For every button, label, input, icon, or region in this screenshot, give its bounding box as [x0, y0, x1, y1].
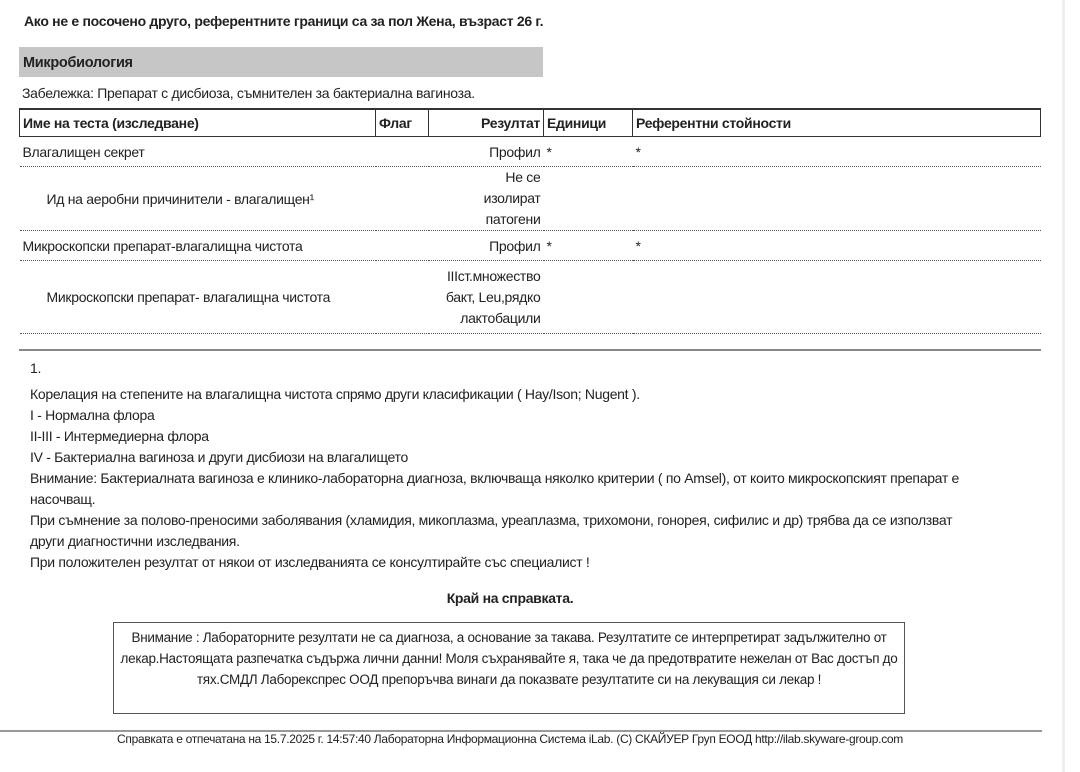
result: Профил	[429, 231, 544, 261]
test-name: Ид на аеробни причинители - влагалищен¹	[20, 167, 376, 231]
footnote-number: 1.	[30, 360, 42, 376]
footer: Справката е отпечатана на 15.7.2025 г. 14:57:40 Лабораторна Информационна Система iLab. (C) СКАЙУЕР Груп ЕООД http://ilab.skyware-group.com	[117, 732, 903, 746]
footnote-line: Внимание: Бактериалната вагиноза е клинико-лабораторна диагноза, включваща няколко критерии ( по Amsel), от които микроскопският препарат е	[30, 470, 960, 486]
reference-note-header: Ако не е посочено друго, референтните граници са за пол Жена, възраст 26 г.	[24, 13, 544, 29]
footnote-line: При положителен резултат от някои от изследванията се консултирайте със специалист !	[30, 554, 590, 570]
units	[544, 167, 633, 231]
footnote-line: При съмнение за полово-преносими заболявания (хламидия, микоплазма, уреаплазма, трихомони, гонорея, сифилис и др) трябва да се използват	[30, 512, 953, 528]
disclaimer-box: Внимание : Лабораторните резултати не са диагноза, а основание за такава. Резултатите се интерпретират задължително от лекар.Настоящата разпечатка съдържа лични данни! Моля съхранявайте я, така че да предотвратите нежелан от Вас достъп до тях.СМДЛ Лаборекспрес ООД препоръчва винаги да показвате резултатите си на лекуващия си лекар !	[113, 622, 905, 714]
units	[544, 261, 633, 334]
units: *	[544, 137, 633, 167]
flag	[376, 137, 429, 167]
divider	[19, 349, 1041, 351]
col-flag: Флаг	[376, 109, 429, 137]
footnote-line: I - Нормална флора	[30, 407, 155, 423]
footnote-line: насочващ.	[30, 491, 96, 507]
footnote-line: други диагностични изследвания.	[30, 533, 240, 549]
table-row	[20, 231, 1041, 261]
test-name: Микроскопски препарат-влагалищна чистота	[20, 231, 376, 261]
footnote-line: IV - Бактериална вагиноза и други дисбиози на влагалището	[30, 449, 408, 465]
table-row	[20, 261, 1041, 334]
result: IIIст.множество бакт, Leu,рядко лактобацили	[429, 261, 544, 334]
section-note: Забележка: Препарат с дисбиоза, съмнителен за бактериална вагиноза.	[22, 85, 475, 101]
table-row	[20, 167, 1041, 231]
footnote-line: Корелация на степените на влагалищна чистота спрямо други класификации ( Hay/Ison; Nugent ).	[30, 386, 640, 402]
ref	[633, 167, 1041, 231]
end-of-report: Край на справката.	[446, 590, 574, 606]
col-units: Единици	[544, 109, 633, 137]
flag	[376, 261, 429, 334]
results-table	[19, 108, 1041, 334]
col-ref: Референтни стойности	[633, 109, 1041, 137]
footnote-line: II-III - Интермедиерна флора	[30, 428, 209, 444]
col-name: Име на теста (изследване)	[20, 109, 376, 137]
test-name: Влагалищен секрет	[20, 137, 376, 167]
flag	[376, 167, 429, 231]
table-row	[20, 137, 1041, 167]
result: Профил	[429, 137, 544, 167]
section-title: Микробиология	[23, 55, 133, 71]
section-header	[19, 47, 543, 77]
flag	[376, 231, 429, 261]
ref: *	[633, 137, 1041, 167]
ref	[633, 261, 1041, 334]
ref: *	[633, 231, 1041, 261]
table-header-row	[20, 109, 1041, 137]
footnotes	[30, 358, 1070, 573]
test-name: Микроскопски препарат- влагалищна чистота	[20, 261, 376, 334]
col-result: Резултат	[429, 109, 544, 137]
units: *	[544, 231, 633, 261]
result: Не се изолират патогени	[429, 167, 544, 231]
